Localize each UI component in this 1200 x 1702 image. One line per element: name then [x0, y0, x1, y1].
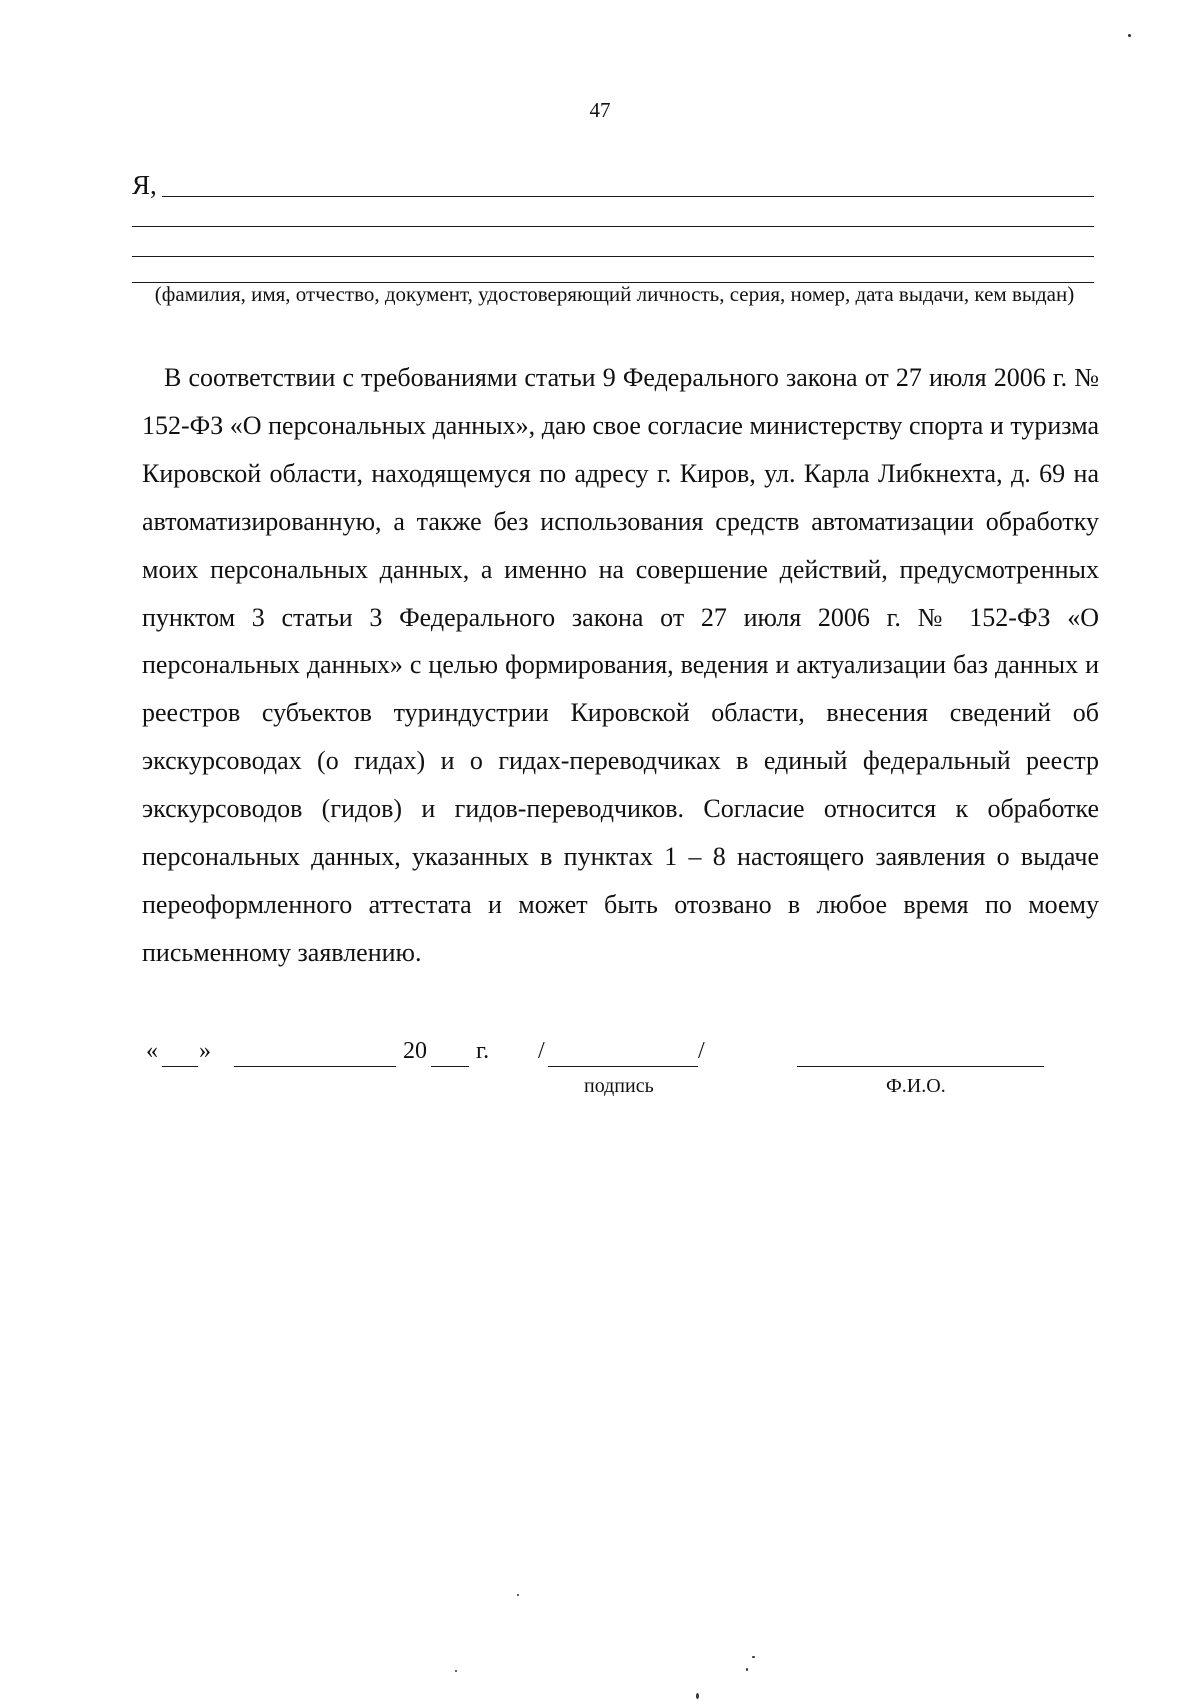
day-blank[interactable]: [162, 1066, 198, 1067]
identity-caption: (фамилия, имя, отчество, документ, удостоверяющий личность, серия, номер, дата выдачи, кем выдан): [154, 282, 1075, 306]
scan-speck: [455, 1670, 457, 1672]
year-blank[interactable]: [431, 1066, 469, 1067]
signature-row: [0, 1038, 1200, 1078]
scan-speck: [696, 1693, 699, 1699]
signature-blank[interactable]: [548, 1066, 698, 1067]
signature-slash-left: /: [538, 1038, 545, 1064]
signature-slash-right: /: [698, 1038, 705, 1064]
month-blank[interactable]: [234, 1066, 396, 1067]
consent-paragraph: В соответствии с требованиями статьи 9 Федерального закона от 27 июля 2006 г. № 152-ФЗ «О персональных данных», даю свое согласие министерству спорта и туризма Кировской области, находящемуся по адресу г. Киров, ул. Карла Либкнехта, д. 69 на автоматизированную, а также без использования средств автоматизации обработку моих персональных данных, а именно на совершение действий, предусмотренных пунктом 3 статьи 3 Федерального закона от 27 июля 2006 г. № 152-ФЗ «О персональных данных» с целью формирования, ведения и актуализации баз данных и реестров субъектов туриндустрии Кировской области, внесения сведений об экскурсоводах (о гидах) и о гидах-переводчиках в единый федеральный реестр экскурсоводов (гидов) и гидов-переводчиков. Согласие относится к обработке персональных данных, указанных в пунктах 1 – 8 настоящего заявления о выдаче переоформленного аттестата и может быть отозвано в любое время по моему письменному заявлению.: [142, 363, 1099, 967]
name-blank-line-1[interactable]: [162, 196, 1094, 197]
signature-caption: подпись: [584, 1075, 654, 1097]
scan-speck: [517, 1594, 519, 1596]
scan-speck: [752, 1656, 755, 1658]
date-quote-close: »: [199, 1038, 211, 1064]
fio-caption: Ф.И.О.: [886, 1075, 946, 1097]
year-prefix: 20: [403, 1038, 427, 1064]
name-blank-line-2[interactable]: [132, 226, 1094, 227]
year-suffix: г.: [476, 1038, 490, 1064]
ya-label: Я,: [132, 170, 157, 200]
name-blank-line-3[interactable]: [132, 256, 1094, 257]
fio-blank[interactable]: [797, 1066, 1044, 1067]
scan-speck: [1128, 34, 1131, 37]
page-number: 47: [589, 98, 611, 122]
scan-speck: [746, 1668, 748, 1671]
date-quote-open: «: [146, 1038, 158, 1064]
